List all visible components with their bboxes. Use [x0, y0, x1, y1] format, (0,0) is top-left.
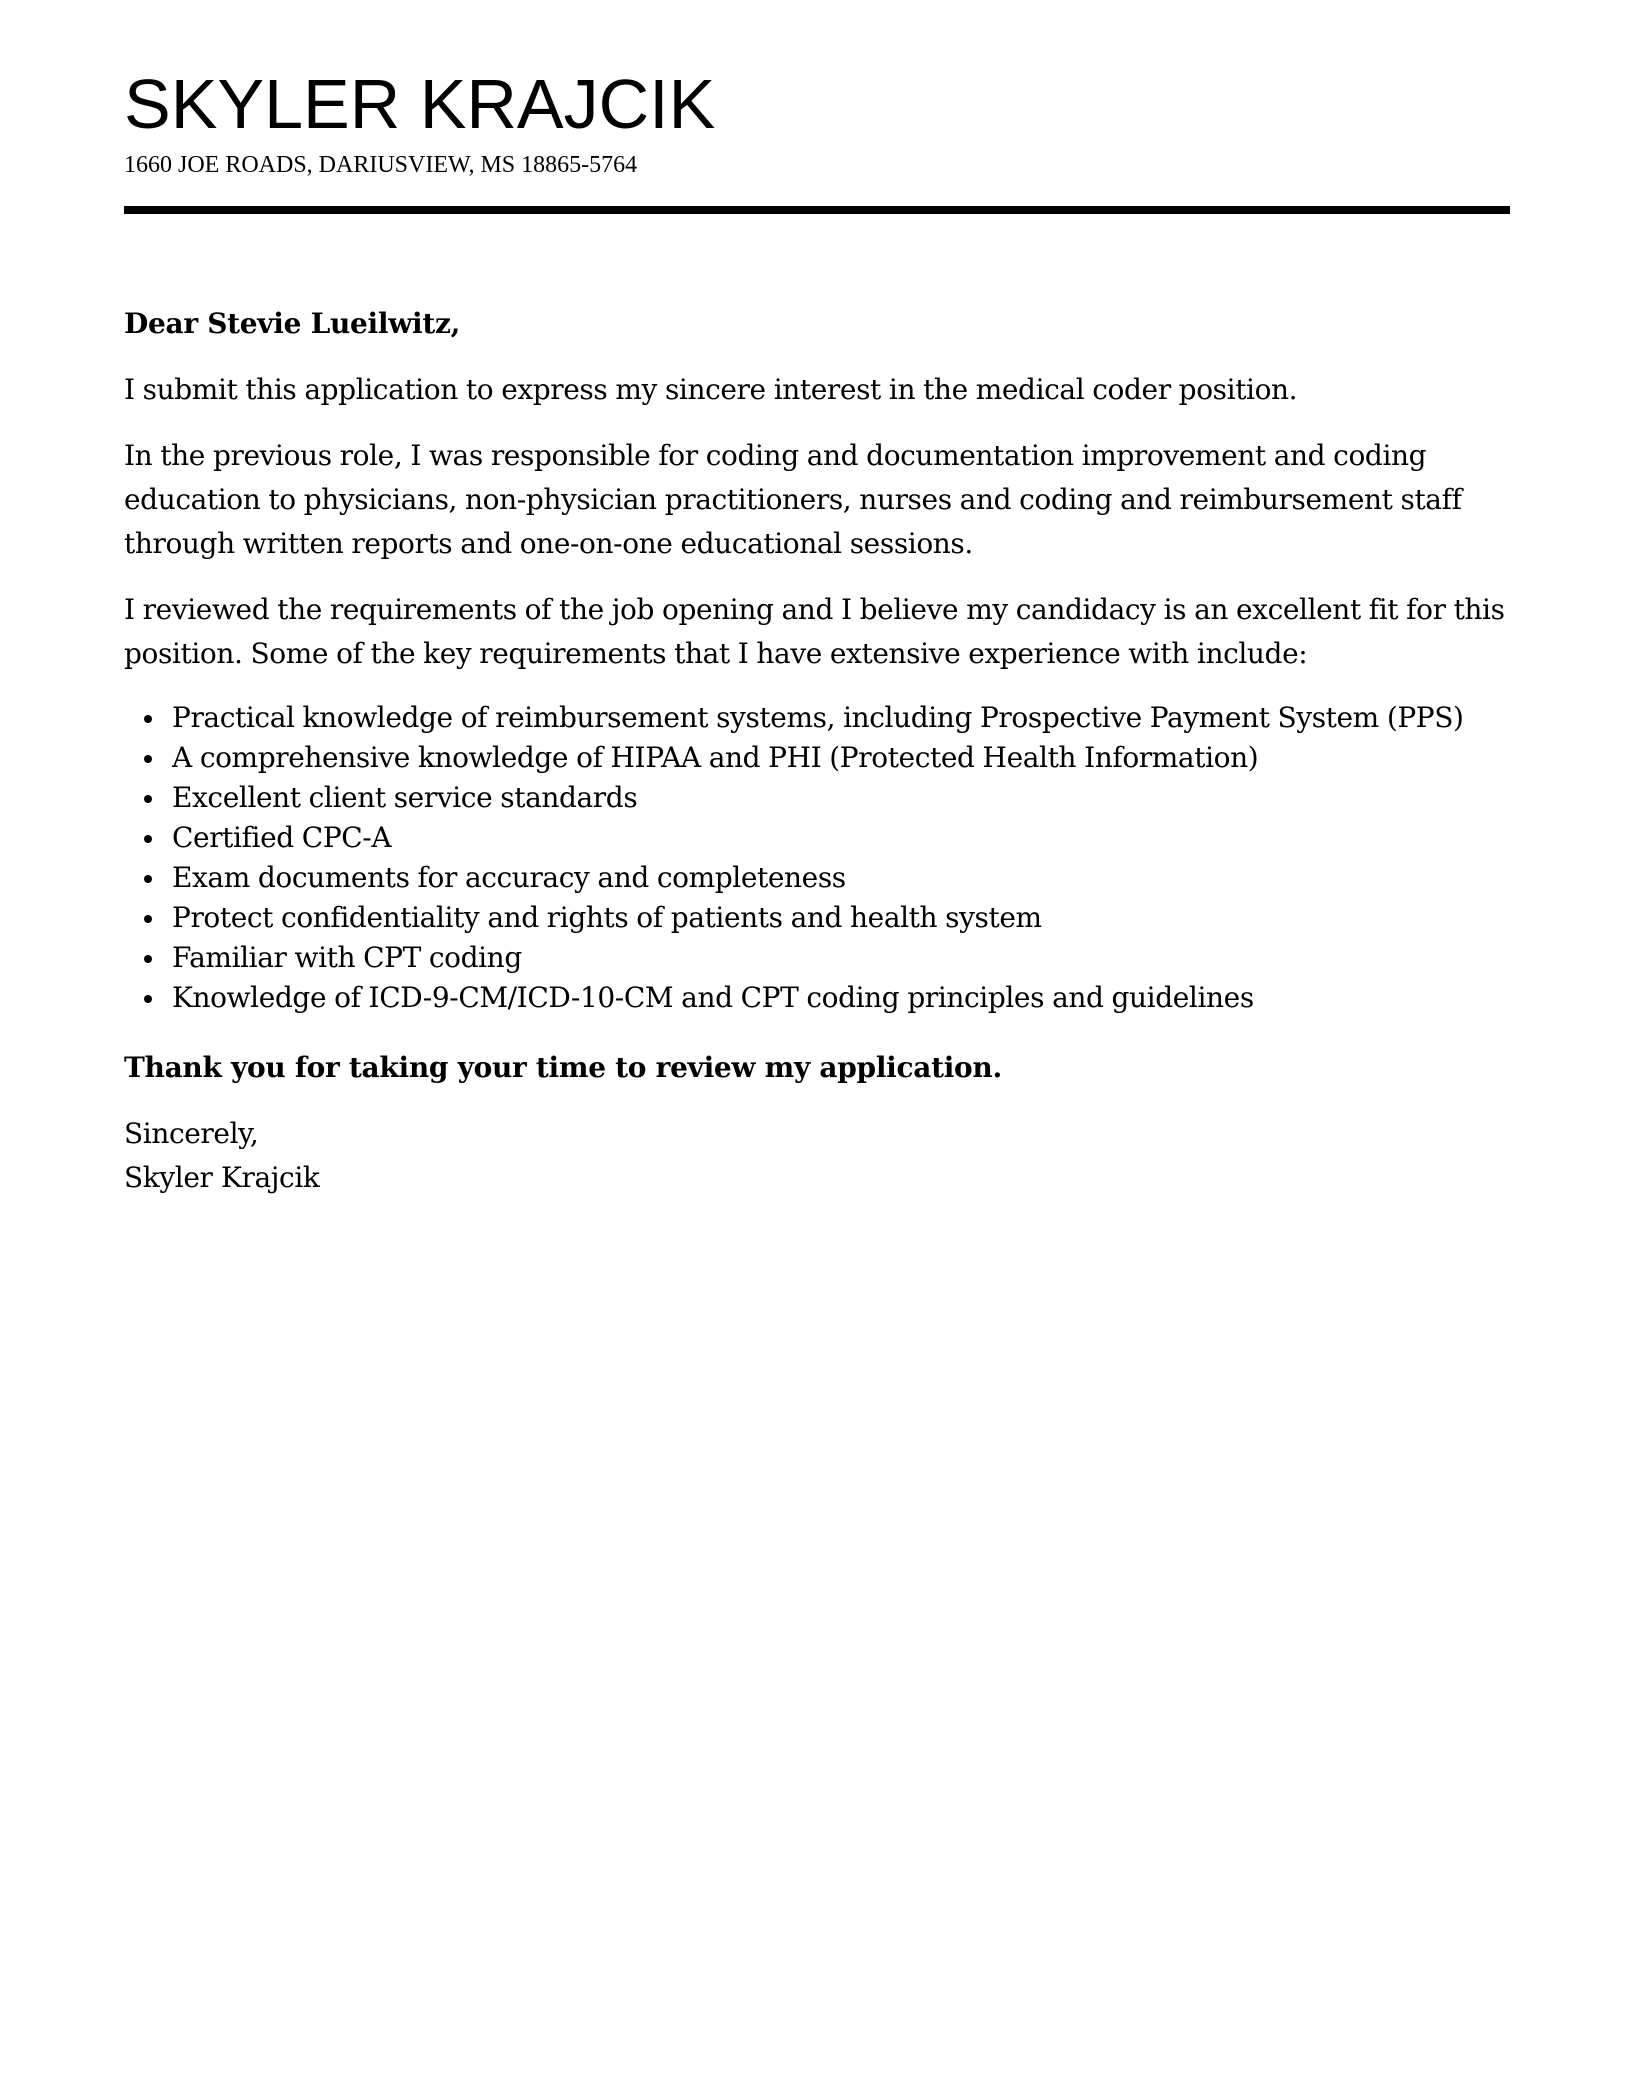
- list-item: [124, 738, 1510, 778]
- signature: Skyler Krajcik: [124, 1161, 320, 1194]
- bullet-icon: [144, 755, 152, 763]
- applicant-name: SKYLER KRAJCIK: [124, 65, 716, 143]
- list-item: [124, 978, 1510, 1018]
- bullet-icon: [144, 875, 152, 883]
- list-item: [124, 698, 1510, 738]
- list-item-text: Excellent client service standards: [172, 781, 638, 814]
- list-item-text: Exam documents for accuracy and completeness: [172, 861, 846, 894]
- bullet-icon: [144, 995, 152, 1003]
- header-divider: [124, 206, 1510, 214]
- experience-paragraph: In the previous role, I was responsible for coding and documentation improvement and coding education to physicians, non-physician practitioners, nurses and coding and reimbursement staff through written reports and one-on-one educational sessions.: [124, 439, 1462, 560]
- list-item: [124, 818, 1510, 858]
- bullet-icon: [144, 915, 152, 923]
- list-item-text: Familiar with CPT coding: [172, 941, 522, 974]
- bullet-icon: [144, 835, 152, 843]
- list-item: [124, 938, 1510, 978]
- intro-paragraph: I submit this application to express my sincere interest in the medical coder position.: [124, 373, 1298, 406]
- list-item: [124, 858, 1510, 898]
- list-item: [124, 898, 1510, 938]
- list-item-text: Certified CPC-A: [172, 821, 392, 854]
- salutation: Dear Stevie Lueilwitz,: [124, 307, 461, 340]
- list-item-text: Knowledge of ICD-9-CM/ICD-10-CM and CPT coding principles and guidelines: [172, 981, 1254, 1014]
- bullet-icon: [144, 795, 152, 803]
- letter-body: [124, 302, 1510, 1200]
- bullet-icon: [144, 715, 152, 723]
- thank-you-line: Thank you for taking your time to review my application.: [124, 1051, 1002, 1084]
- applicant-address: 1660 JOE ROADS, DARIUSVIEW, MS 18865-5764: [124, 152, 638, 178]
- closing-phrase: Sincerely,: [124, 1117, 259, 1150]
- closing: [124, 1112, 1510, 1200]
- requirements-list: [124, 698, 1510, 1018]
- list-item-text: A comprehensive knowledge of HIPAA and PHI (Protected Health Information): [172, 741, 1259, 774]
- bullet-icon: [144, 955, 152, 963]
- list-item: [124, 778, 1510, 818]
- requirements-paragraph: I reviewed the requirements of the job opening and I believe my candidacy is an excellent fit for this position. Some of the key requirements that I have extensive experience with include:: [124, 593, 1505, 670]
- list-item-text: Protect confidentiality and rights of patients and health system: [172, 901, 1042, 934]
- list-item-text: Practical knowledge of reimbursement systems, including Prospective Payment System (PPS): [172, 701, 1464, 734]
